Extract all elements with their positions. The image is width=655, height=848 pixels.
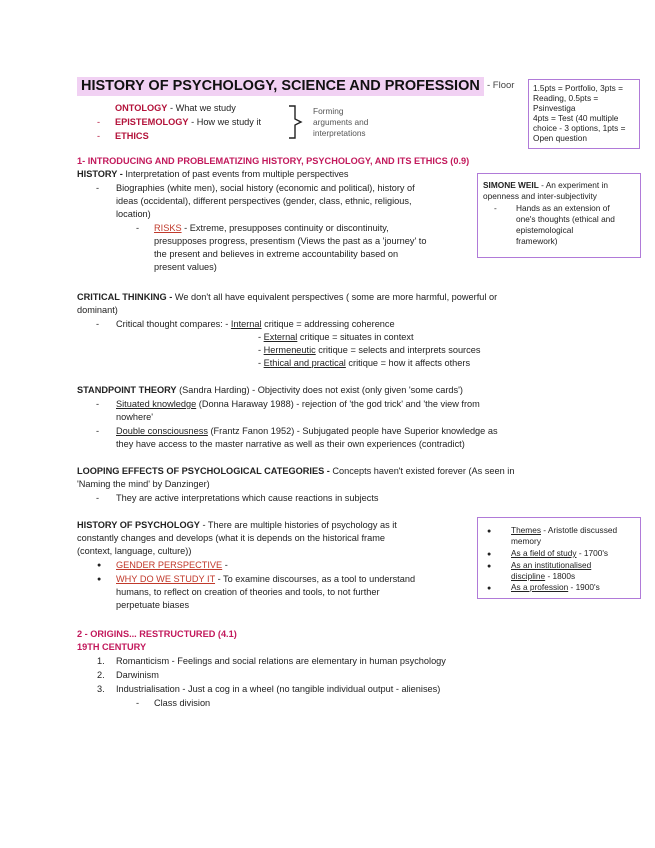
points-line: Open question: [533, 133, 587, 143]
themes-text: - Aristotle discussed: [543, 525, 618, 535]
gender-text: -: [224, 560, 228, 570]
points-line: Reading, 0.5pts =: [533, 93, 599, 103]
standpoint-label: STANDPOINT THEORY: [77, 385, 177, 395]
bullet-dot: ●: [97, 576, 102, 583]
double-label: Double consciousness: [116, 426, 208, 436]
compares-text: Critical thought compares: -: [116, 319, 229, 329]
list-number: 1.: [97, 656, 105, 666]
risks-line: the present and believes in extreme accountability based on: [154, 249, 399, 259]
section1-heading: 1- INTRODUCING AND PROBLEMATIZING HISTORY, PSYCHOLOGY, AND ITS ETHICS (0.9): [77, 156, 470, 166]
bullet-dash: -: [136, 223, 140, 233]
history-label: HISTORY -: [77, 169, 123, 179]
section2-subheading: 19TH CENTURY: [77, 642, 147, 652]
standpoint-line: [116, 425, 498, 438]
simone-line: framework): [516, 236, 558, 246]
why-label: WHY DO WE STUDY IT: [116, 574, 216, 584]
title-suffix: - Floor: [487, 80, 515, 91]
situated-text: (Donna Haraway 1988) - rejection of 'the god trick' and 'the view from: [198, 399, 480, 409]
ethical-label: Ethical and practical: [263, 358, 346, 368]
epistemology-desc: - How we study it: [191, 117, 262, 127]
looping-label: LOOPING EFFECTS OF PSYCHOLOGICAL CATEGORIES -: [77, 466, 330, 476]
themes-line: memory: [511, 536, 541, 546]
looping-text: Concepts haven't existed forever (As seen in: [332, 466, 515, 476]
page-title: HISTORY OF PSYCHOLOGY, SCIENCE AND PROFESSION: [77, 77, 484, 96]
simone-text: - An experiment in: [541, 180, 608, 190]
internal-label: Internal: [230, 319, 262, 329]
points-line: 1.5pts = Portfolio, 3pts =: [533, 83, 623, 93]
hop-line: (context, language, culture)): [77, 546, 192, 556]
simone-weil-box: [477, 173, 641, 258]
points-line: 4pts = Test (40 multiple: [533, 113, 619, 123]
standpoint-line: [77, 384, 463, 397]
situated-label: Situated knowledge: [116, 399, 197, 409]
list-number: 3.: [97, 684, 105, 694]
history-text: Interpretation of past events from multiple perspectives: [125, 169, 349, 179]
themes-line: [511, 525, 617, 536]
bullet-dash: -: [96, 426, 100, 436]
forming-line: interpretations: [313, 128, 366, 138]
simone-label: SIMONE WEIL: [483, 180, 539, 190]
hermeneutic-label: Hermeneutic: [263, 345, 316, 355]
critical-line: - External critique = situates in context: [258, 332, 414, 342]
hop-line: perpetuate biases: [116, 600, 190, 610]
forming-line: arguments and: [313, 117, 369, 127]
inst-text: - 1800s: [547, 571, 576, 581]
hop-line: [116, 559, 228, 572]
hop-line: [116, 573, 415, 586]
standpoint-text: (Sandra Harding) - Objectivity does not exist (only given 'some cards'): [179, 385, 463, 395]
standpoint-line: they have access to the master narrative as well as their own experiences (contradict): [116, 439, 465, 449]
hop-line: humans, to reflect on creation of theories and tools, to not further: [116, 587, 380, 597]
epistemology-label: EPISTEMOLOGY: [115, 117, 189, 127]
history-line: [77, 168, 349, 181]
biographies-line: ideas (occidental), different perspectives (gender, class, ethnic, religious,: [116, 196, 412, 206]
themes-label: Themes: [511, 525, 541, 535]
points-line: Psinvestiga: [533, 103, 576, 113]
risks-label: RISKS: [154, 223, 182, 233]
themes-line: [511, 582, 600, 593]
inst-label: As an institutionalised: [511, 560, 592, 570]
bullet-dash: -: [96, 399, 100, 409]
themes-box: [477, 517, 641, 599]
biographies-line: Biographies (white men), social history (economic and political), history of: [116, 183, 415, 193]
critical-line: - Ethical and practical critique = how it affects others: [258, 358, 471, 368]
inst-label-2: discipline: [511, 571, 546, 581]
standpoint-line: nowhere': [116, 412, 153, 422]
prof-text: - 1900's: [570, 582, 600, 592]
critical-label: CRITICAL THINKING -: [77, 292, 173, 302]
ontology-line: [115, 102, 236, 115]
double-text: (Frantz Fanon 1952) - Subjugated people have Superior knowledge as: [210, 426, 498, 436]
looping-line: 'Naming the mind' by Danzinger): [77, 479, 210, 489]
biographies-line: location): [116, 209, 151, 219]
brace-icon: [287, 104, 309, 140]
bullet-dot: ●: [97, 562, 102, 569]
risks-line: presupposes progress, presentism (Views the past as a 'journey' to: [154, 236, 427, 246]
bullet-dash: -: [97, 131, 101, 141]
external-label: External: [263, 332, 298, 342]
internal-text: critique = addressing coherence: [264, 319, 395, 329]
ethics-label: ETHICS: [115, 131, 149, 141]
hop-line: constantly changes and develops (what it is depends on the historical frame: [77, 533, 385, 543]
critical-line: dominant): [77, 305, 118, 315]
simone-line: openness and inter-subjectivity: [483, 191, 597, 201]
bullet-dot: ●: [487, 585, 492, 592]
bullet-dash: -: [97, 117, 101, 127]
list-number: 2.: [97, 670, 105, 680]
ethical-text: critique = how it affects others: [348, 358, 471, 368]
ontology-desc: - What we study: [169, 103, 236, 113]
themes-line: [511, 571, 575, 582]
critical-text: We don't all have equivalent perspectives ( some are more harmful, powerful or: [174, 292, 498, 302]
risks-text: - Extreme, presupposes continuity or discontinuity,: [184, 223, 389, 233]
points-line: choice - 3 options, 1pts =: [533, 123, 626, 133]
critical-line: [116, 318, 395, 331]
simone-line: Hands as an extension of: [516, 203, 610, 213]
critical-line: [77, 291, 497, 304]
section2-heading: 2 - ORIGINS... RESTRUCTURED (4.1): [77, 629, 237, 639]
hop-text: - There are multiple histories of psychology as it: [202, 520, 397, 530]
list-item: Darwinism: [116, 670, 159, 680]
why-text: - To examine discourses, as a tool to understand: [217, 574, 416, 584]
bullet-dash: -: [494, 203, 497, 213]
forming-line: Forming: [313, 106, 344, 116]
field-label: As a field of study: [511, 548, 577, 558]
points-box: [528, 79, 640, 149]
hop-label: HISTORY OF PSYCHOLOGY: [77, 520, 200, 530]
prof-label: As a profession: [511, 582, 569, 592]
bullet-dash: -: [136, 698, 140, 708]
list-item: Industrialisation - Just a cog in a wheel (no tangible individual output - alienises): [116, 684, 441, 694]
looping-line: They are active interpretations which cause reactions in subjects: [116, 493, 379, 503]
bullet-dot: ●: [487, 551, 492, 558]
risks-line: [154, 222, 389, 235]
bullet-dash: -: [96, 319, 100, 329]
hop-line: [77, 519, 397, 532]
simone-line: epistemological: [516, 225, 574, 235]
bullet-dash: -: [96, 493, 100, 503]
standpoint-line: [116, 398, 480, 411]
hermeneutic-text: critique = selects and interprets sources: [318, 345, 481, 355]
class-division: Class division: [154, 698, 211, 708]
risks-line: present values): [154, 262, 217, 272]
epistemology-line: [115, 116, 261, 129]
simone-line: [483, 180, 608, 191]
field-text: - 1700's: [578, 548, 609, 558]
external-text: critique = situates in context: [299, 332, 414, 342]
bullet-dash: -: [96, 183, 100, 193]
list-item: Romanticism - Feelings and social relations are elementary in human psychology: [116, 656, 446, 666]
simone-line: one's thoughts (ethical and: [516, 214, 615, 224]
gender-label: GENDER PERSPECTIVE: [116, 560, 223, 570]
ontology-label: ONTOLOGY: [115, 103, 168, 113]
looping-line: [77, 465, 514, 478]
critical-line: - Hermeneutic critique = selects and interprets sources: [258, 345, 481, 355]
themes-line: [511, 548, 608, 559]
bullet-dot: ●: [487, 563, 492, 570]
bullet-dot: ●: [487, 528, 492, 535]
